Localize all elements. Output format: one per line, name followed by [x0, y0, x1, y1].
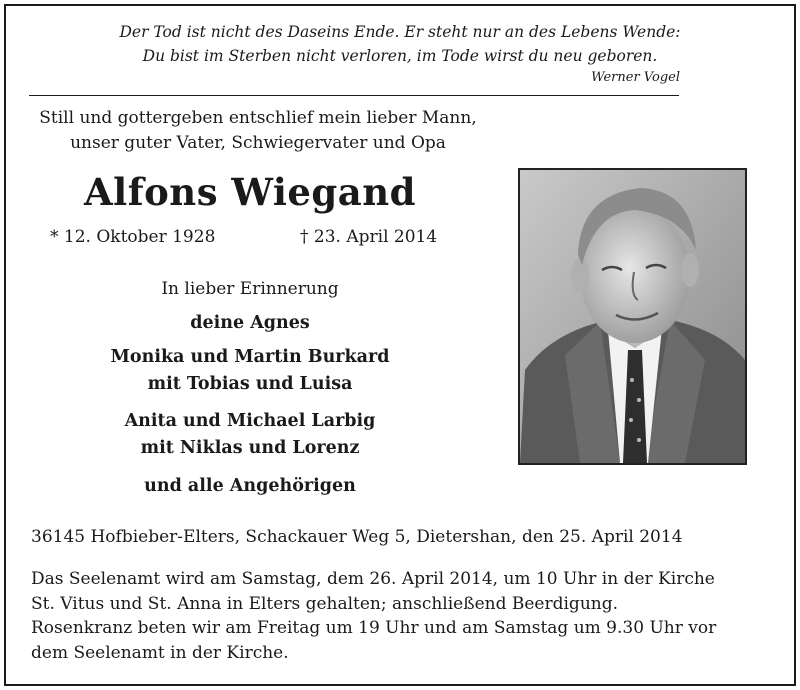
quote-line-1: Der Tod ist nicht des Daseins Ende. Er steht nur an des Lebens Wende: [119, 23, 681, 41]
service-notice [31, 567, 773, 665]
death-date: † 23. April 2014 [300, 227, 438, 247]
memory-heading: In lieber Erinnerung [161, 279, 339, 299]
mourner-group [0, 473, 500, 500]
divider-line [29, 95, 679, 96]
deceased-name: Alfons Wiegand [83, 170, 417, 214]
notice-line-4: dem Seelenamt in der Kirche. [31, 642, 289, 663]
intro-line-1: Still und gottergeben entschlief mein lieber Mann, [39, 108, 477, 128]
mourner-group [0, 344, 500, 398]
mourner-line: mit Niklas und Lorenz [140, 438, 360, 458]
mourner-line: Monika und Martin Burkard [110, 347, 390, 367]
portrait-illustration [520, 170, 745, 463]
mourner-line: mit Tobias und Luisa [147, 374, 353, 394]
mourner-line: Anita und Michael Larbig [124, 411, 376, 431]
intro-line-2: unser guter Vater, Schwiegervater und Opa [70, 133, 446, 153]
address-line: 36145 Hofbieber-Elters, Schackauer Weg 5, Dietershan, den 25. April 2014 [31, 527, 683, 547]
notice-line-2: St. Vitus und St. Anna in Elters gehalten; anschließend Beerdigung. [31, 593, 618, 614]
mourner-line: deine Agnes [190, 313, 310, 333]
notice-line-3: Rosenkranz beten wir am Freitag um 19 Uhr und am Samstag um 9.30 Uhr vor [31, 618, 717, 638]
quote-block [0, 20, 800, 68]
mourner-group [0, 310, 500, 337]
quote-author: Werner Vogel [591, 70, 680, 85]
mourner-line: und alle Angehörigen [144, 476, 356, 496]
mourner-group [0, 408, 500, 462]
notice-line-1: Das Seelenamt wird am Samstag, dem 26. April 2014, um 10 Uhr in der Kirche [31, 569, 715, 589]
quote-line-2: Du bist im Sterben nicht verloren, im Tode wirst du neu geboren. [142, 47, 658, 65]
birth-date: * 12. Oktober 1928 [50, 227, 216, 247]
intro-text [0, 106, 516, 156]
portrait-photo [518, 168, 747, 465]
